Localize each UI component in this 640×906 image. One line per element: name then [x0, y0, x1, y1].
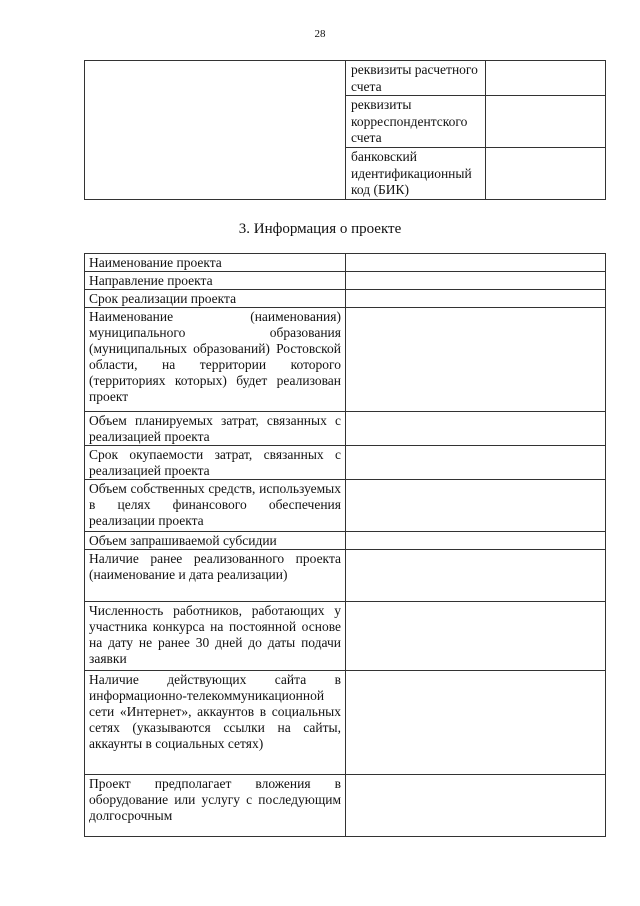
project-field-label: Срок окупаемости затрат, связанных с реализацией проекта	[85, 446, 346, 480]
table-row	[85, 775, 606, 837]
project-field-label: Наличие действующих сайта в информационно-телекоммуникационной сети «Интернет», аккаунтов в социальных сетях (указываются ссылки на сайты, аккаунты в социальных сетях)	[85, 671, 346, 775]
page-number: 28	[314, 28, 326, 40]
project-field-value	[346, 602, 606, 671]
table-row	[85, 480, 606, 532]
table-row	[85, 61, 606, 96]
project-field-value	[346, 446, 606, 480]
table-row	[85, 446, 606, 480]
table-row	[85, 671, 606, 775]
table-row	[85, 550, 606, 602]
bank-field-label: банковский идентификационный код (БИК)	[346, 148, 486, 200]
project-field-label: Объем планируемых затрат, связанных с реализацией проекта	[85, 412, 346, 446]
table-row	[85, 308, 606, 412]
section-title: 3. Информация о проекте	[238, 221, 402, 237]
bank-field-value	[486, 61, 606, 96]
blank-cell	[85, 61, 346, 200]
project-field-value	[346, 412, 606, 446]
project-field-value	[346, 480, 606, 532]
project-field-value	[346, 272, 606, 290]
project-field-label: Объем запрашиваемой субсидии	[85, 532, 346, 550]
project-field-label: Объем собственных средств, используемых в целях финансового обеспечения реализации проекта	[85, 480, 346, 532]
project-field-label: Численность работников, работающих у участника конкурса на постоянной основе на дату не ранее 30 дней до даты подачи заявки	[85, 602, 346, 671]
project-field-label: Срок реализации проекта	[85, 290, 346, 308]
project-field-value	[346, 254, 606, 272]
project-field-value	[346, 671, 606, 775]
project-field-value	[346, 290, 606, 308]
table-row	[85, 602, 606, 671]
table-row	[85, 254, 606, 272]
bank-field-value	[486, 148, 606, 200]
project-field-value	[346, 775, 606, 837]
project-info-table	[84, 253, 606, 837]
project-field-label: Наличие ранее реализованного проекта (наименование и дата реализации)	[85, 550, 346, 602]
project-field-value	[346, 550, 606, 602]
project-field-label: Наименование проекта	[85, 254, 346, 272]
table-row	[85, 272, 606, 290]
project-field-label: Проект предполагает вложения в оборудование или услугу с последующим долгосрочным	[85, 775, 346, 837]
project-field-label: Направление проекта	[85, 272, 346, 290]
table-row	[85, 290, 606, 308]
project-field-value	[346, 532, 606, 550]
project-field-value	[346, 308, 606, 412]
project-field-label: Наименование (наименования) муниципального образования (муниципальных образований) Ростовской области, на территории которого (территориях которых) будет реализован проект	[85, 308, 346, 412]
bank-field-label: реквизиты корреспондентского счета	[346, 96, 486, 148]
bank-field-label: реквизиты расчетного счета	[346, 61, 486, 96]
table-row	[85, 412, 606, 446]
bank-details-table	[84, 60, 606, 200]
table-row	[85, 532, 606, 550]
bank-field-value	[486, 96, 606, 148]
